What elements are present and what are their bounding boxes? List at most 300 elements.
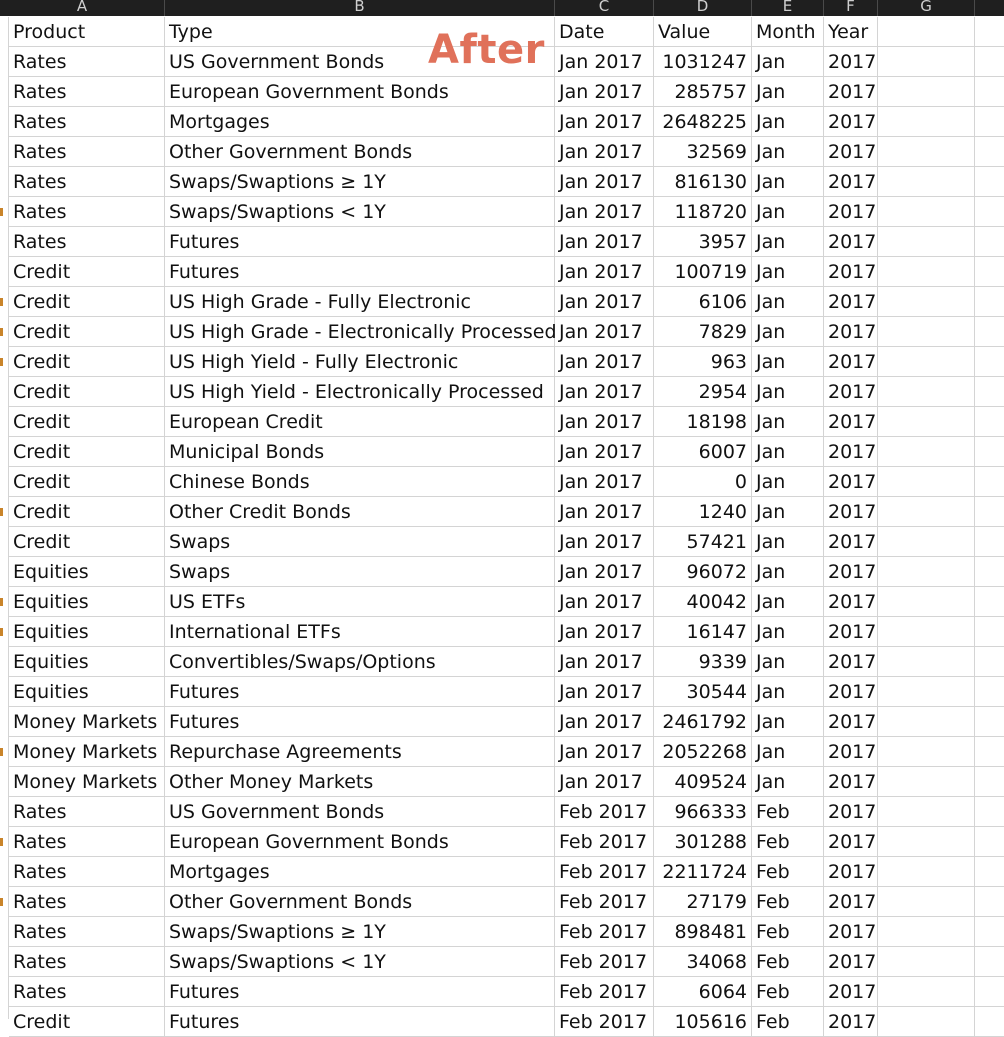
cell-value[interactable]: 2648225 (654, 107, 752, 137)
cell-month[interactable]: Feb (752, 797, 824, 827)
cell-date[interactable]: Jan 2017 (555, 557, 654, 587)
cell-type[interactable]: Other Government Bonds (165, 137, 555, 167)
cell-type[interactable]: Mortgages (165, 107, 555, 137)
cell-empty[interactable] (975, 917, 1004, 947)
cell-month[interactable]: Jan (752, 107, 824, 137)
header-cell-product[interactable]: Product (9, 17, 165, 47)
cell-empty[interactable] (975, 437, 1004, 467)
cell-product[interactable]: Equities (9, 557, 165, 587)
table-row (0, 587, 1004, 617)
cell-empty[interactable] (975, 1007, 1004, 1037)
cell-month[interactable]: Jan (752, 167, 824, 197)
cell-month[interactable]: Jan (752, 137, 824, 167)
cell-month[interactable]: Jan (752, 197, 824, 227)
cell-empty[interactable] (878, 167, 975, 197)
cell-value[interactable]: 100719 (654, 257, 752, 287)
cell-month[interactable]: Jan (752, 47, 824, 77)
table-row (0, 377, 1004, 407)
cell-year[interactable]: 2017 (824, 767, 878, 797)
cell-date[interactable]: Jan 2017 (555, 737, 654, 767)
cell-year[interactable]: 2017 (824, 737, 878, 767)
table-row (0, 317, 1004, 347)
cell-value[interactable]: 2052268 (654, 737, 752, 767)
cell-date[interactable]: Jan 2017 (555, 497, 654, 527)
cell-month[interactable]: Jan (752, 467, 824, 497)
cell-empty[interactable] (878, 707, 975, 737)
cell-year[interactable]: 2017 (824, 557, 878, 587)
table-row (0, 467, 1004, 497)
cell-product[interactable]: Equities (9, 617, 165, 647)
cell-date[interactable]: Feb 2017 (555, 1007, 654, 1037)
cell-year[interactable]: 2017 (824, 287, 878, 317)
cell-month[interactable]: Jan (752, 227, 824, 257)
cell-empty[interactable] (975, 347, 1004, 377)
cell-year[interactable]: 2017 (824, 167, 878, 197)
cell-empty[interactable] (878, 377, 975, 407)
cell-value[interactable]: 409524 (654, 767, 752, 797)
cell-date[interactable]: Jan 2017 (555, 227, 654, 257)
cell-empty[interactable] (975, 287, 1004, 317)
cell-type[interactable]: US ETFs (165, 587, 555, 617)
table-row (0, 167, 1004, 197)
cell-type[interactable]: Swaps (165, 557, 555, 587)
cell-empty[interactable] (975, 167, 1004, 197)
cell-month[interactable]: Feb (752, 1007, 824, 1037)
cell-product[interactable]: Rates (9, 947, 165, 977)
cell-empty[interactable] (878, 467, 975, 497)
cell-empty[interactable] (975, 227, 1004, 257)
cell-product[interactable]: Credit (9, 437, 165, 467)
cell-year[interactable]: 2017 (824, 257, 878, 287)
cell-date[interactable]: Jan 2017 (555, 257, 654, 287)
cell-year[interactable]: 2017 (824, 47, 878, 77)
cell-empty[interactable] (878, 737, 975, 767)
cell-type[interactable]: European Government Bonds (165, 77, 555, 107)
cell-month[interactable]: Jan (752, 287, 824, 317)
cell-empty[interactable] (878, 107, 975, 137)
cell-product[interactable]: Rates (9, 917, 165, 947)
cell-date[interactable]: Jan 2017 (555, 467, 654, 497)
cell-type[interactable]: US High Grade - Fully Electronic (165, 287, 555, 317)
cell-empty[interactable] (975, 857, 1004, 887)
cell-year[interactable]: 2017 (824, 197, 878, 227)
cell-month[interactable]: Jan (752, 647, 824, 677)
cell-year[interactable]: 2017 (824, 137, 878, 167)
table-row (0, 947, 1004, 977)
cell-year[interactable]: 2017 (824, 977, 878, 1007)
table-row (0, 917, 1004, 947)
cell-value[interactable]: 301288 (654, 827, 752, 857)
cell-empty[interactable] (975, 47, 1004, 77)
cell-type[interactable]: European Credit (165, 407, 555, 437)
cell-year[interactable]: 2017 (824, 77, 878, 107)
cell-empty[interactable] (975, 587, 1004, 617)
cell-value[interactable]: 816130 (654, 167, 752, 197)
cell-empty[interactable] (878, 257, 975, 287)
table-row (0, 677, 1004, 707)
column-header-b[interactable]: B (165, 0, 555, 16)
cell-type[interactable]: Other Government Bonds (165, 887, 555, 917)
cell-date[interactable]: Feb 2017 (555, 857, 654, 887)
cell-empty[interactable] (975, 767, 1004, 797)
cell-empty[interactable] (975, 887, 1004, 917)
header-cell-type[interactable]: Type (165, 17, 555, 47)
cell-value[interactable]: 2954 (654, 377, 752, 407)
cell-empty[interactable] (975, 107, 1004, 137)
cell-empty[interactable] (975, 77, 1004, 107)
cell-type[interactable]: Swaps (165, 527, 555, 557)
cell-empty[interactable] (975, 977, 1004, 1007)
cell-empty[interactable] (878, 887, 975, 917)
cell-type[interactable]: Chinese Bonds (165, 467, 555, 497)
cell-month[interactable]: Jan (752, 617, 824, 647)
cell-month[interactable]: Jan (752, 707, 824, 737)
cell-year[interactable]: 2017 (824, 497, 878, 527)
cell-product[interactable]: Credit (9, 347, 165, 377)
cell-product[interactable]: Credit (9, 257, 165, 287)
cell-empty[interactable] (878, 677, 975, 707)
cell-value[interactable]: 118720 (654, 197, 752, 227)
cell-product[interactable]: Rates (9, 227, 165, 257)
cell-empty[interactable] (878, 197, 975, 227)
cell-empty[interactable] (975, 647, 1004, 677)
header-cell-month[interactable]: Month (752, 17, 824, 47)
cell-product[interactable]: Credit (9, 497, 165, 527)
cell-type[interactable]: Futures (165, 677, 555, 707)
column-header-d[interactable]: D (654, 0, 752, 16)
cell-date[interactable]: Jan 2017 (555, 677, 654, 707)
cell-type[interactable]: Municipal Bonds (165, 437, 555, 467)
cell-year[interactable]: 2017 (824, 1007, 878, 1037)
cell-date[interactable]: Feb 2017 (555, 977, 654, 1007)
cell-empty[interactable] (878, 587, 975, 617)
cell-product[interactable]: Rates (9, 827, 165, 857)
cell-product[interactable]: Rates (9, 857, 165, 887)
cell-date[interactable]: Jan 2017 (555, 77, 654, 107)
cell-empty[interactable] (878, 527, 975, 557)
cell-year[interactable]: 2017 (824, 437, 878, 467)
cell-empty[interactable] (975, 557, 1004, 587)
cell-product[interactable]: Credit (9, 407, 165, 437)
cell-empty[interactable] (975, 467, 1004, 497)
cell-product[interactable]: Equities (9, 587, 165, 617)
cell-year[interactable]: 2017 (824, 827, 878, 857)
cell-product[interactable]: Credit (9, 527, 165, 557)
cell-month[interactable]: Jan (752, 767, 824, 797)
cell-value[interactable]: 7829 (654, 317, 752, 347)
cell-type[interactable]: Other Money Markets (165, 767, 555, 797)
cell-value[interactable]: 966333 (654, 797, 752, 827)
cell-product[interactable]: Credit (9, 1007, 165, 1037)
cell-empty[interactable] (975, 317, 1004, 347)
cell-type[interactable]: Mortgages (165, 857, 555, 887)
cell-date[interactable]: Feb 2017 (555, 797, 654, 827)
cell-type[interactable]: US High Yield - Fully Electronic (165, 347, 555, 377)
cell-value[interactable]: 30544 (654, 677, 752, 707)
cell-year[interactable]: 2017 (824, 587, 878, 617)
cell-product[interactable]: Credit (9, 467, 165, 497)
cell-date[interactable]: Jan 2017 (555, 347, 654, 377)
cell-value[interactable]: 27179 (654, 887, 752, 917)
cell-empty[interactable] (878, 347, 975, 377)
cell-value[interactable]: 2461792 (654, 707, 752, 737)
cell-month[interactable]: Jan (752, 347, 824, 377)
header-row (0, 17, 1004, 47)
cell-type[interactable]: Other Credit Bonds (165, 497, 555, 527)
cell-value[interactable]: 6106 (654, 287, 752, 317)
cell-date[interactable]: Feb 2017 (555, 917, 654, 947)
cell-month[interactable]: Jan (752, 317, 824, 347)
table-row (0, 347, 1004, 377)
cell-empty[interactable] (975, 407, 1004, 437)
cell-year[interactable]: 2017 (824, 677, 878, 707)
table-row (0, 767, 1004, 797)
cell-type[interactable]: Futures (165, 1007, 555, 1037)
cell-empty[interactable] (878, 1007, 975, 1037)
cell-product[interactable]: Equities (9, 647, 165, 677)
cell-product[interactable]: Rates (9, 47, 165, 77)
cell-product[interactable]: Money Markets (9, 707, 165, 737)
cell-date[interactable]: Jan 2017 (555, 437, 654, 467)
cell-date[interactable]: Jan 2017 (555, 377, 654, 407)
cell-product[interactable]: Credit (9, 317, 165, 347)
cell-product[interactable]: Credit (9, 377, 165, 407)
cell-product[interactable]: Rates (9, 107, 165, 137)
cell-year[interactable]: 2017 (824, 407, 878, 437)
cell-year[interactable]: 2017 (824, 107, 878, 137)
cell-year[interactable]: 2017 (824, 917, 878, 947)
cell-empty[interactable] (878, 437, 975, 467)
cell-year[interactable]: 2017 (824, 347, 878, 377)
cell-product[interactable]: Money Markets (9, 737, 165, 767)
cell-date[interactable]: Jan 2017 (555, 287, 654, 317)
cell-product[interactable]: Money Markets (9, 767, 165, 797)
cell-month[interactable]: Feb (752, 977, 824, 1007)
column-header-e[interactable]: E (752, 0, 824, 16)
table-row (0, 797, 1004, 827)
cell-empty[interactable] (878, 857, 975, 887)
cell-empty[interactable] (975, 677, 1004, 707)
cell-empty[interactable] (975, 257, 1004, 287)
cell-value[interactable]: 1031247 (654, 47, 752, 77)
cell-value[interactable]: 57421 (654, 527, 752, 557)
cell-type[interactable]: Futures (165, 227, 555, 257)
cell-year[interactable]: 2017 (824, 887, 878, 917)
cell-value[interactable]: 34068 (654, 947, 752, 977)
cell-month[interactable]: Jan (752, 257, 824, 287)
cell-date[interactable]: Jan 2017 (555, 767, 654, 797)
cell-value[interactable]: 1240 (654, 497, 752, 527)
cell-year[interactable]: 2017 (824, 467, 878, 497)
cell-empty[interactable] (878, 827, 975, 857)
table-row (0, 977, 1004, 1007)
cell-month[interactable]: Feb (752, 827, 824, 857)
cell-month[interactable]: Jan (752, 527, 824, 557)
cell-product[interactable]: Rates (9, 977, 165, 1007)
cell-empty[interactable] (975, 137, 1004, 167)
cell-date[interactable]: Feb 2017 (555, 827, 654, 857)
cell-date[interactable]: Feb 2017 (555, 887, 654, 917)
cell-date[interactable]: Jan 2017 (555, 167, 654, 197)
cell-year[interactable]: 2017 (824, 947, 878, 977)
cell-type[interactable]: European Government Bonds (165, 827, 555, 857)
cell-empty[interactable] (975, 797, 1004, 827)
cell-month[interactable]: Feb (752, 857, 824, 887)
cell-month[interactable]: Jan (752, 77, 824, 107)
cell-month[interactable]: Feb (752, 917, 824, 947)
cell-date[interactable]: Jan 2017 (555, 587, 654, 617)
cell-type[interactable]: Swaps/Swaptions ≥ 1Y (165, 917, 555, 947)
cell-empty[interactable] (878, 17, 975, 47)
cell-type[interactable]: Swaps/Swaptions ≥ 1Y (165, 167, 555, 197)
cell-empty[interactable] (975, 197, 1004, 227)
column-header-overflow[interactable] (975, 0, 1004, 16)
cell-date[interactable]: Jan 2017 (555, 47, 654, 77)
cell-month[interactable]: Feb (752, 947, 824, 977)
table-row (0, 437, 1004, 467)
cell-empty[interactable] (878, 767, 975, 797)
cell-empty[interactable] (878, 317, 975, 347)
cell-month[interactable]: Jan (752, 737, 824, 767)
cell-empty[interactable] (975, 17, 1004, 47)
cell-value[interactable]: 9339 (654, 647, 752, 677)
cell-empty[interactable] (878, 77, 975, 107)
cell-value[interactable]: 16147 (654, 617, 752, 647)
cell-value[interactable]: 96072 (654, 557, 752, 587)
cell-date[interactable]: Jan 2017 (555, 197, 654, 227)
cell-empty[interactable] (878, 797, 975, 827)
cell-empty[interactable] (975, 377, 1004, 407)
cell-month[interactable]: Jan (752, 437, 824, 467)
header-cell-year[interactable]: Year (824, 17, 878, 47)
cell-year[interactable]: 2017 (824, 857, 878, 887)
cell-empty[interactable] (878, 287, 975, 317)
table-row (0, 107, 1004, 137)
cell-month[interactable]: Jan (752, 677, 824, 707)
cell-date[interactable]: Jan 2017 (555, 317, 654, 347)
cell-value[interactable]: 6064 (654, 977, 752, 1007)
cell-empty[interactable] (878, 647, 975, 677)
cell-date[interactable]: Jan 2017 (555, 647, 654, 677)
cell-empty[interactable] (975, 827, 1004, 857)
column-header-f[interactable]: F (824, 0, 878, 16)
cell-type[interactable]: Swaps/Swaptions < 1Y (165, 947, 555, 977)
cell-empty[interactable] (878, 227, 975, 257)
cell-value[interactable]: 105616 (654, 1007, 752, 1037)
cell-value[interactable]: 898481 (654, 917, 752, 947)
cell-year[interactable]: 2017 (824, 617, 878, 647)
cell-product[interactable]: Rates (9, 167, 165, 197)
cell-type[interactable]: Futures (165, 257, 555, 287)
cell-value[interactable]: 963 (654, 347, 752, 377)
cell-date[interactable]: Jan 2017 (555, 707, 654, 737)
cell-year[interactable]: 2017 (824, 317, 878, 347)
cell-empty[interactable] (878, 47, 975, 77)
cell-month[interactable]: Jan (752, 557, 824, 587)
cell-type[interactable]: Swaps/Swaptions < 1Y (165, 197, 555, 227)
cell-empty[interactable] (975, 947, 1004, 977)
cell-product[interactable]: Rates (9, 197, 165, 227)
cell-type[interactable]: US High Yield - Electronically Processed (165, 377, 555, 407)
cell-product[interactable]: Rates (9, 77, 165, 107)
cell-value[interactable]: 6007 (654, 437, 752, 467)
cell-value[interactable]: 0 (654, 467, 752, 497)
header-cell-date[interactable]: Date (555, 17, 654, 47)
cell-date[interactable]: Jan 2017 (555, 107, 654, 137)
cell-product[interactable]: Rates (9, 137, 165, 167)
cell-empty[interactable] (878, 557, 975, 587)
cell-empty[interactable] (878, 617, 975, 647)
cell-type[interactable]: US High Grade - Electronically Processed (165, 317, 555, 347)
cell-empty[interactable] (878, 947, 975, 977)
cell-type[interactable]: US Government Bonds (165, 47, 555, 77)
cell-empty[interactable] (975, 707, 1004, 737)
cell-value[interactable]: 32569 (654, 137, 752, 167)
cell-empty[interactable] (878, 497, 975, 527)
cell-date[interactable]: Jan 2017 (555, 527, 654, 557)
cell-product[interactable]: Rates (9, 887, 165, 917)
cell-empty[interactable] (878, 917, 975, 947)
cell-empty[interactable] (975, 497, 1004, 527)
cell-month[interactable]: Feb (752, 887, 824, 917)
cell-value[interactable]: 18198 (654, 407, 752, 437)
table-row (0, 407, 1004, 437)
header-cell-value[interactable]: Value (654, 17, 752, 47)
cell-year[interactable]: 2017 (824, 707, 878, 737)
cell-year[interactable]: 2017 (824, 527, 878, 557)
cell-empty[interactable] (878, 137, 975, 167)
cell-empty[interactable] (878, 407, 975, 437)
cell-month[interactable]: Jan (752, 407, 824, 437)
cell-value[interactable]: 285757 (654, 77, 752, 107)
cell-date[interactable]: Jan 2017 (555, 137, 654, 167)
cell-month[interactable]: Jan (752, 587, 824, 617)
cell-year[interactable]: 2017 (824, 647, 878, 677)
cell-empty[interactable] (975, 737, 1004, 767)
cell-date[interactable]: Jan 2017 (555, 617, 654, 647)
cell-empty[interactable] (975, 527, 1004, 557)
cell-year[interactable]: 2017 (824, 377, 878, 407)
column-header-g[interactable]: G (878, 0, 975, 16)
cell-type[interactable]: Convertibles/Swaps/Options (165, 647, 555, 677)
cell-empty[interactable] (975, 617, 1004, 647)
table-row (0, 227, 1004, 257)
cell-year[interactable]: 2017 (824, 797, 878, 827)
table-row (0, 557, 1004, 587)
cell-value[interactable]: 3957 (654, 227, 752, 257)
cell-type[interactable]: Repurchase Agreements (165, 737, 555, 767)
cell-value[interactable]: 40042 (654, 587, 752, 617)
cell-type[interactable]: Futures (165, 977, 555, 1007)
cell-value[interactable]: 2211724 (654, 857, 752, 887)
cell-type[interactable]: International ETFs (165, 617, 555, 647)
column-header-c[interactable]: C (555, 0, 654, 16)
column-header-a[interactable]: A (0, 0, 165, 16)
after-overlay-label: After (428, 27, 545, 73)
cell-product[interactable]: Credit (9, 287, 165, 317)
cell-type[interactable]: US Government Bonds (165, 797, 555, 827)
table-row (0, 1007, 1004, 1037)
cell-type[interactable]: Futures (165, 707, 555, 737)
cell-month[interactable]: Jan (752, 497, 824, 527)
cell-month[interactable]: Jan (752, 377, 824, 407)
cell-product[interactable]: Equities (9, 677, 165, 707)
cell-date[interactable]: Feb 2017 (555, 947, 654, 977)
cell-date[interactable]: Jan 2017 (555, 407, 654, 437)
cell-product[interactable]: Rates (9, 797, 165, 827)
cell-empty[interactable] (878, 977, 975, 1007)
cell-year[interactable]: 2017 (824, 227, 878, 257)
